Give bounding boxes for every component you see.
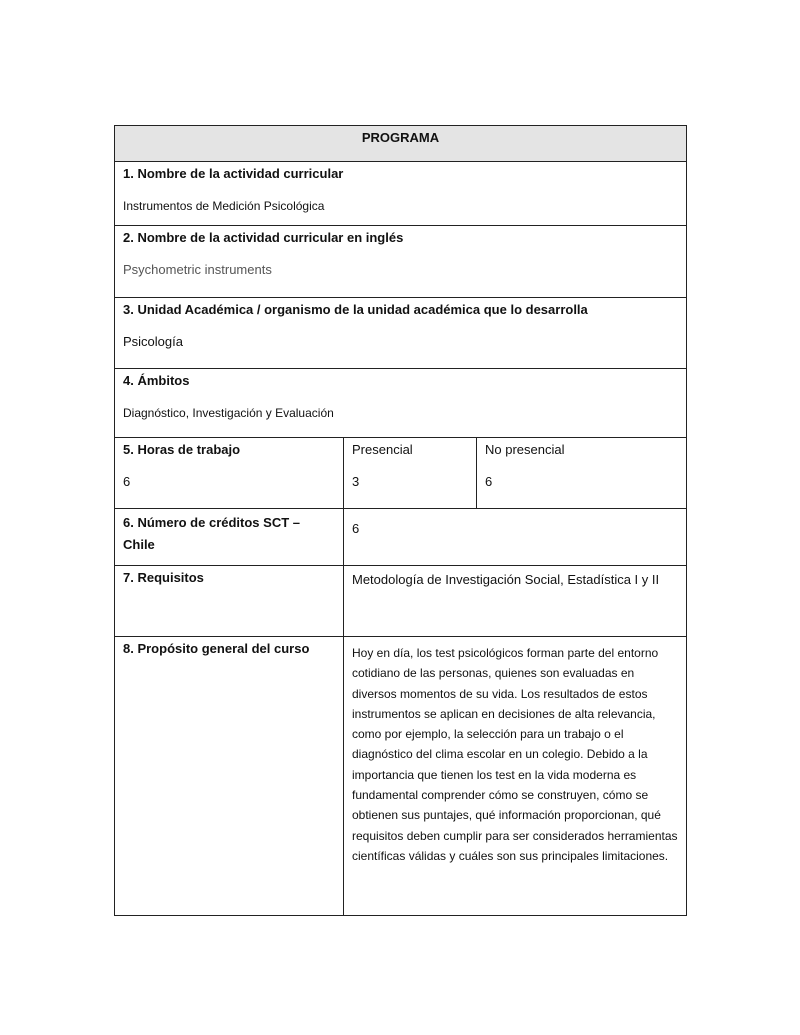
academic-unit-value: Psicología [123,334,183,349]
activity-name-value: Instrumentos de Medición Psicológica [123,199,325,213]
requirements-value: Metodología de Investigación Social, Estadística I y II [352,572,660,587]
section-scopes [115,369,687,438]
activity-name-label: 1. Nombre de la actividad curricular [123,166,344,181]
purpose-cell [115,637,344,916]
program-title: PROGRAMA [361,130,440,145]
presencial-cell [344,438,477,509]
credits-value: 6 [352,521,360,536]
no-presencial-value: 6 [485,474,493,489]
activity-name-english-value: Psychometric instruments [123,262,272,277]
presencial-value: 3 [352,474,360,489]
work-hours-label: 5. Horas de trabajo [123,442,241,457]
scopes-value: Diagnóstico, Investigación y Evaluación [123,406,334,420]
program-header [115,126,687,162]
requirements-label: 7. Requisitos [123,570,204,585]
purpose-value-cell [344,637,687,916]
program-table [114,125,687,916]
credits-cell [115,509,344,566]
section-academic-unit [115,298,687,369]
work-hours-cell [115,438,344,509]
credits-value-cell [344,509,687,566]
presencial-label: Presencial [352,442,413,457]
scopes-label: 4. Ámbitos [123,373,190,388]
credits-label: 6. Número de créditos SCT – Chile [123,515,300,552]
academic-unit-label: 3. Unidad Académica / organismo de la unidad académica que lo desarrolla [123,302,588,317]
requirements-cell [115,566,344,637]
purpose-label: 8. Propósito general del curso [123,641,310,656]
no-presencial-label: No presencial [485,442,565,457]
activity-name-english-label: 2. Nombre de la actividad curricular en inglés [123,230,404,245]
section-activity-name [115,162,687,226]
no-presencial-cell [477,438,687,509]
requirements-value-cell [344,566,687,637]
purpose-text: Hoy en día, los test psicológicos forman parte del entorno cotidiano de las personas, quienes son evaluadas en diversos momentos de su vida. Los resultados de estos instrumentos se aplican en decisiones de alta relevancia, como por ejemplo, la selección para un trabajo o el diagnóstico del clima escolar en un colegio. Debido a la importancia que tienen los test en la vida moderna es fundamental comprender cómo se construyen, cómo se obtienen sus puntajes, qué información proporcionan, qué requisitos deben cumplir para ser considerados herramientas científicas válidas y cuáles son sus principales limitaciones. [352,646,678,863]
section-activity-name-english [115,226,687,298]
work-hours-value: 6 [123,474,131,489]
